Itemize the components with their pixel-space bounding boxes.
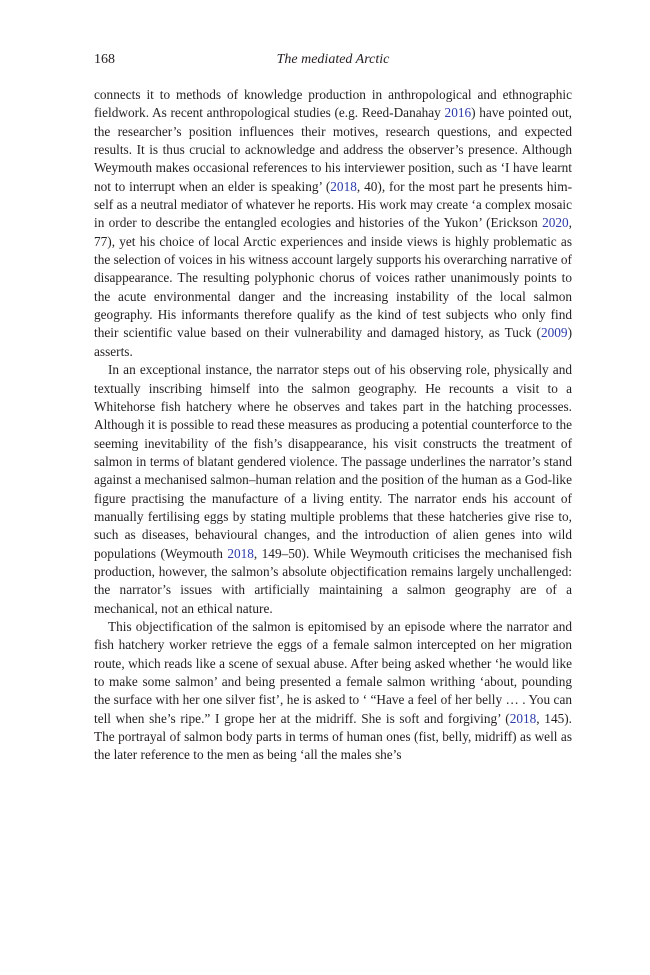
running-title: The mediated Arctic xyxy=(276,52,390,67)
citation-link[interactable]: 2020 xyxy=(542,215,569,231)
paragraph xyxy=(94,361,572,618)
text-run: , 149–50). While Weymouth criticises the mechanised fish production, however, the salmon’s absolute objectification remains largely unchallenged: the narrator’s issues with artificially maintaining a salmon geography are of a mechanical, not an ethical nature. xyxy=(94,545,572,616)
text-run: connects it to methods of knowledge production in anthropological and ethnographic fieldwork. As recent anthropological studies (e.g. Reed-Danahay xyxy=(94,87,572,121)
body-text xyxy=(94,86,572,765)
citation-link[interactable]: 2009 xyxy=(540,325,568,341)
text-run: In an exceptional instance, the narrator steps out of his observing role, physically and textually inscribing himself into the salmon geography. He recounts a visit to a Whitehorse fish hatchery where he observes and takes part in the hatching processes. Although it is possible to read these measures as producing a potential counterforce to the seeming inevitability of the fish’s disappearance, his visit constructs the treatment of salmon in terms of blatant gendered violence. The passage underlines the narrator’s stand against a mechanised salmon–human relation and the position of the human as a God-like figure practising the manufacture of a living entity. The narrator ends his account of manually fertilising eggs by stating multiple problems that these hatcheries give rise to, such as diseases, behavioural changes, and the introduction of alien genes into wild populations (Weymouth xyxy=(94,362,572,561)
citation-link[interactable]: 2016 xyxy=(444,105,472,121)
citation-link[interactable]: 2018 xyxy=(509,710,537,726)
text-run: , 145). The portrayal of salmon body parts in terms of human ones (fist, belly, midriff) as well as the later reference to the men as being ‘all the males she’s xyxy=(94,710,572,763)
citation-link[interactable]: 2018 xyxy=(227,545,254,561)
text-run: ) have pointed out, the researcher’s position influences their motives, research questions, and expected results. It is thus crucial to acknowledge and address the observer’s presence. Although Weymouth makes occasional references to his interviewer position, such as ‘I have learnt not to interrupt when an elder is speaking’ ( xyxy=(94,105,573,194)
citation-link[interactable]: 2018 xyxy=(330,178,357,194)
text-run: This objectification of the salmon is epitomised by an episode where the narrator and fish hatchery worker retrieve the eggs of a female salmon intercepted on her migration route, which reads like a scene of sexual abuse. After being asked whether ‘he would like to make some salmon’ and being presented a female salmon writhing ‘about, pounding the surface with her one silver fist’, he is asked to ‘ “Have a feel of her belly … . You can tell when she’s ripe.” I grope her at the midriff. She is soft and forgiving’ ( xyxy=(94,618,572,726)
running-head xyxy=(94,52,572,70)
text-run: , 77), yet his choice of local Arctic experiences and inside views is highly problematic as the selection of voices in his witness account largely supports his overarching narrative of disappearance. The resulting polyphonic chorus of voices rather unanimously points to the acute environmental danger and the increasing instability of the local salmon geography. His informants therefore qualify as the kind of test subjects who only find their scientific value based on their vulnerability and damaged history, as Tuck ( xyxy=(94,215,572,341)
text-run: , 40), for the most part he presents himself as a neutral mediator of whatever he reports. His work may create ‘a complex mosaic in order to describe the entangled ecologies and histories of the Yukon’ (Erickson xyxy=(94,178,572,231)
paragraph xyxy=(94,86,572,361)
page-number: 168 xyxy=(94,52,115,67)
text-run: ) asserts. xyxy=(94,325,572,359)
paragraph xyxy=(94,618,572,765)
